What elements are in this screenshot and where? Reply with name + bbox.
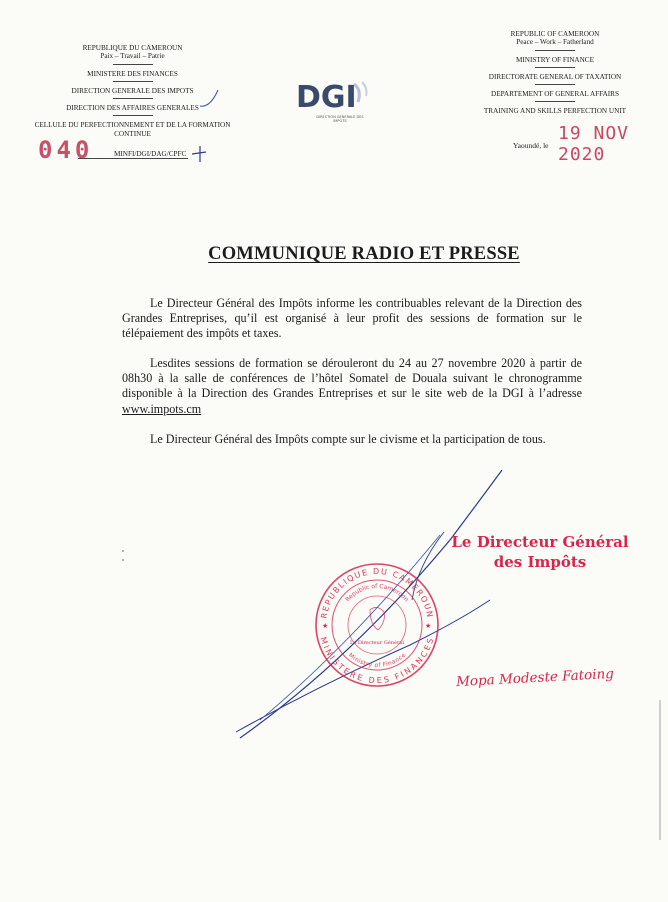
signatory-title (450, 532, 630, 572)
header-right-country: REPUBLIC OF CAMEROON (510, 30, 600, 38)
signatory-line-1: Le Directeur Général (451, 533, 629, 551)
header-right (460, 30, 650, 116)
paragraph-1: Le Directeur Général des Impôts informe les contribuables relevant de la Direction des Grandes Entreprises, qu’il est organisé à leur profit des sessions de formation sur le télépaiement des impôts et taxes. (122, 296, 582, 341)
header-left-ministry: MINISTERE DES FINANCES (87, 69, 178, 78)
reference-number-stamp: 040 (38, 136, 94, 164)
official-seal-icon (312, 560, 442, 690)
divider (535, 50, 575, 51)
date-stamp: 19 NOV 2020 (558, 123, 630, 165)
seal-center-text: Le Directeur Général (350, 640, 404, 646)
page-title: COMMUNIQUE RADIO ET PRESSE (208, 244, 520, 264)
pen-tick-icon (196, 86, 226, 116)
divider (113, 81, 153, 82)
divider (113, 64, 153, 65)
paragraph-3: Le Directeur Général des Impôts compte sur le civisme et la participation de tous. (150, 432, 546, 446)
seal-outer-top: REPUBLIQUE DU CAMEROUN (319, 566, 435, 620)
header-left-directorate: DIRECTION GENERALE DES IMPOTS (71, 86, 194, 95)
signatory-name: Mopa Modeste Fatoing (455, 665, 615, 691)
header-right-unit: TRAINING AND SKILLS PERFECTION UNIT (483, 107, 627, 116)
svg-text:REPUBLIQUE DU CAMEROUN (319, 567, 434, 619)
header-right-ministry: MINISTRY OF FINANCE (515, 55, 594, 64)
header-left-division: DIRECTION DES AFFAIRES GENERALES (66, 104, 199, 113)
dgi-logo (296, 80, 386, 126)
divider (535, 67, 575, 68)
divider (535, 101, 575, 102)
logo-subtitle: DIRECTION GENERALE DES IMPOTS (316, 115, 364, 123)
speck-icon (120, 548, 126, 568)
header-right-division: DEPARTEMENT OF GENERAL AFFAIRS (491, 90, 619, 99)
seal-inner-bottom: Ministry of Finance (346, 651, 408, 670)
header-left-unit: CELLULE DU PERFECTIONNEMENT ET DE LA FORMATION CONTINUE (34, 121, 231, 138)
seal-inner-top: Republic of Cameroon (344, 582, 410, 604)
svg-text:★: ★ (425, 622, 432, 630)
divider (113, 98, 153, 99)
paragraph-2-text: Lesdites sessions de formation se dérouleront du 24 au 27 novembre 2020 à partir de 08h30 à la salle de conférences de l’hôtel Somatel de Douala suivant le chronogramme disponible à la Direction des Grandes Entreprises et sur le site web de la DGI à l’adresse (122, 356, 582, 401)
pen-mark-icon (186, 140, 216, 170)
edge-shadow-icon (656, 700, 664, 840)
reference-line (78, 158, 188, 159)
paragraph-2 (122, 356, 582, 417)
header-left-motto: Paix – Travail – Patrie (100, 52, 165, 61)
header-left-country: REPUBLIQUE DU CAMEROUN (82, 44, 183, 52)
website-link[interactable]: www.impots.cm (122, 401, 202, 416)
divider (113, 115, 153, 116)
header-right-motto: Peace – Work – Fatherland (516, 38, 594, 47)
divider (535, 84, 575, 85)
svg-text:★: ★ (322, 622, 329, 630)
date-label: Yaoundé, le (513, 141, 549, 150)
reference-code: MINFI/DGI/DAG/CPFC (114, 150, 187, 158)
header-right-directorate: DIRECTORATE GENERAL OF TAXATION (488, 72, 622, 81)
logo-text: DGI (296, 80, 357, 115)
seal-outer-bottom: MINISTERE DES FINANCES (318, 635, 436, 686)
signatory-line-2: des Impôts (493, 553, 587, 571)
